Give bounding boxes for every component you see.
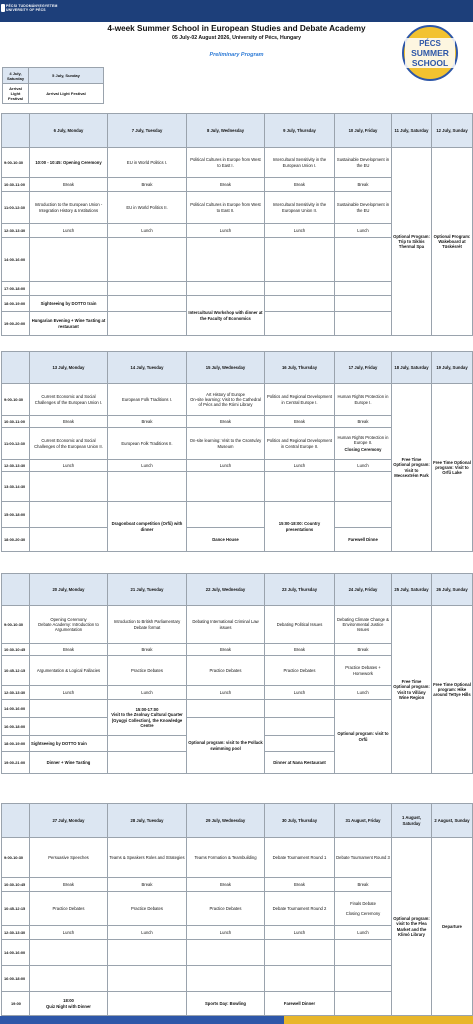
- schedule-cell: [30, 718, 108, 736]
- schedule-cell: Debate Tournament Round 1: [265, 838, 335, 878]
- time-slot: 12:30-13:30: [2, 224, 30, 238]
- schedule-cell: Lunch: [265, 926, 335, 940]
- schedule-cell-text: Human Rights Protection in Europe II.: [337, 434, 389, 445]
- schedule-cell: Argumentation & Logical Fallacies: [30, 656, 108, 686]
- schedule-cell: Practice Debates: [108, 656, 187, 686]
- time-slot: 11:00-12:30: [2, 428, 30, 460]
- pre-week-cell-sun: Arrival Light Festival: [29, 84, 104, 104]
- schedule-cell: Break: [30, 644, 108, 656]
- week-3-header-sat: 25 July, Saturday: [392, 574, 432, 606]
- week-1-header-sun: 12 July, Sunday: [432, 114, 473, 148]
- schedule-cell: Break: [187, 416, 265, 428]
- schedule-cell: [265, 966, 335, 992]
- week-1-header-sat: 11 July, Saturday: [392, 114, 432, 148]
- schedule-cell: Lunch: [187, 686, 265, 700]
- week-3-header-fri: 24 July, Friday: [335, 574, 392, 606]
- week-4-header-time: [2, 804, 30, 838]
- week-4-header-sun: 2 August, Sunday: [432, 804, 473, 838]
- schedule-cell: Break: [335, 644, 392, 656]
- weekend-program-sun: Departure: [432, 838, 473, 1016]
- schedule-cell: Practice Debates + Homework: [335, 656, 392, 686]
- schedule-cell: [265, 940, 335, 966]
- schedule-cell: [265, 718, 335, 736]
- time-slot: 16:00-18:00: [2, 718, 30, 736]
- schedule-cell: Opening Ceremony Debate Academy: Introduction to Argumentation: [30, 606, 108, 644]
- program-status: Preliminary Program: [209, 52, 264, 58]
- schedule-cell: Lunch: [108, 460, 187, 472]
- schedule-cell: [335, 282, 392, 296]
- time-slot: 17:00-18:00: [2, 282, 30, 296]
- schedule-cell: Lunch: [30, 926, 108, 940]
- time-slot: 10:30-11:00: [2, 416, 30, 428]
- schedule-cell: Lunch: [335, 926, 392, 940]
- schedule-cell: [187, 502, 265, 528]
- logo-text-3: SCHOOL: [411, 58, 449, 68]
- schedule-cell-intercultural-workshop: Intercultural Workshop with dinner at the Faculty of Economics: [187, 296, 265, 336]
- schedule-cell: Lunch: [108, 224, 187, 238]
- week-2-header-wed: 15 July, Wednesday: [187, 352, 265, 384]
- schedule-cell: Introduction to British Parliamentary Debate format: [108, 606, 187, 644]
- schedule-cell-nana-dinner: Dinner at Nana Restaurant: [265, 752, 335, 774]
- schedule-cell: Intercultural Sensitivity in the European Union I.: [265, 148, 335, 178]
- schedule-cell: [335, 238, 392, 282]
- week-3-header-wed: 22 July, Wednesday: [187, 574, 265, 606]
- schedule-cell: [108, 940, 187, 966]
- schedule-cell: Teams & Speakers Roles and Strategies: [108, 838, 187, 878]
- schedule-cell: [30, 966, 108, 992]
- time-slot: 18:00-19:00: [2, 736, 30, 752]
- schedule-cell: Introduction to the European Union - Integration History & Institutions: [30, 192, 108, 224]
- schedule-cell: Lunch: [265, 686, 335, 700]
- schedule-cell: Intercultural Sensitivity in the European Union II.: [265, 192, 335, 224]
- schedule-cell: Lunch: [335, 686, 392, 700]
- schedule-cell-dance-house: Dance House: [187, 528, 265, 552]
- time-slot: 9:00-10:30: [2, 606, 30, 644]
- time-slot: 10:30-11:00: [2, 178, 30, 192]
- time-slot: 18:00-20:30: [2, 528, 30, 552]
- week-1-table: [1, 113, 473, 336]
- schedule-cell: [265, 238, 335, 282]
- schedule-cell: Break: [108, 416, 187, 428]
- time-slot: 14:00-16:00: [2, 700, 30, 718]
- schedule-cell: Lunch: [187, 460, 265, 472]
- schedule-cell-zsolnay-visit: 15:00-17:00 Visit to the Zsolnay Cultural Quarter (Gyugyi Collection), the Knowledge Centre: [108, 700, 187, 736]
- schedule-cell-sports-day: Sports Day: Bowling: [187, 992, 265, 1016]
- schedule-cell: [335, 472, 392, 502]
- schedule-cell: Break: [187, 878, 265, 892]
- schedule-cell: Practice Debates: [265, 656, 335, 686]
- schedule-cell: Political Cultures in Europe from West to East II.: [187, 192, 265, 224]
- schedule-cell: [30, 282, 108, 296]
- time-slot: 18:00-19:00: [2, 296, 30, 312]
- schedule-cell: Dinner + Wine Tasting: [30, 752, 108, 774]
- schedule-cell: Break: [265, 644, 335, 656]
- weekend-program-sat: Optional Program: Trip to Siklós Thermal Spa: [392, 148, 432, 336]
- page-subtitle: 05 July-02 August 2026, University of Pécs, Hungary: [172, 35, 301, 41]
- schedule-cell: [335, 940, 392, 966]
- week-3-header-thu: 23 July, Thursday: [265, 574, 335, 606]
- logo-text-1: PÉCS: [419, 39, 441, 48]
- schedule-cell: [265, 282, 335, 296]
- schedule-cell: [187, 282, 265, 296]
- week-3-header-mon: 20 July, Monday: [30, 574, 108, 606]
- schedule-cell: Political Cultures in Europe from West to East I.: [187, 148, 265, 178]
- schedule-cell: [187, 700, 265, 718]
- university-header-bar: [0, 0, 473, 22]
- schedule-cell: [265, 312, 335, 336]
- schedule-cell: European Folk Traditions I.: [108, 384, 187, 416]
- week-4-header-thu: 30 July, Thursday: [265, 804, 335, 838]
- week-2-header-tue: 14 July, Tuesday: [108, 352, 187, 384]
- schedule-cell: [335, 502, 392, 528]
- weekend-program-sun: Free Time Optional program: Hike around Tettye Hills: [432, 606, 473, 774]
- schedule-cell: Lunch: [187, 926, 265, 940]
- schedule-cell-farewell-dinner: Farewell Dinne: [335, 528, 392, 552]
- schedule-cell: Sightseeing by DOTTO train: [30, 736, 108, 752]
- schedule-cell: [335, 992, 392, 1016]
- schedule-cell: [108, 312, 187, 336]
- schedule-cell: [30, 502, 108, 528]
- week-1-header-tue: 7 July, Tuesday: [108, 114, 187, 148]
- schedule-cell: [187, 238, 265, 282]
- schedule-cell: [108, 296, 187, 312]
- schedule-cell: [335, 892, 392, 926]
- time-slot: 9:00-10:30: [2, 148, 30, 178]
- schedule-cell: Hungarian Evening + Wine Tasting at restaurant: [30, 312, 108, 336]
- schedule-cell: [108, 736, 187, 752]
- schedule-cell: EU in World Politics I.: [108, 148, 187, 178]
- schedule-cell: Human Rights Protection in Europe I.: [335, 384, 392, 416]
- schedule-cell: [335, 428, 392, 460]
- schedule-cell: [187, 940, 265, 966]
- schedule-cell-dragonboat: Dragonboat competition (Orfű) with dinner: [108, 502, 187, 552]
- schedule-cell: Lunch: [30, 460, 108, 472]
- time-slot: 16:00-18:00: [2, 966, 30, 992]
- pre-week-header-sun: 5 July, Sunday: [29, 68, 104, 84]
- pre-week-cell-sat: Arrival Light Festival: [3, 84, 29, 104]
- schedule-cell: [30, 528, 108, 552]
- week-4-table: [1, 803, 473, 1016]
- schedule-cell: Break: [335, 416, 392, 428]
- schedule-cell: [335, 312, 392, 336]
- week-2-header-mon: 13 July, Monday: [30, 352, 108, 384]
- time-slot: 15:00-18:00: [2, 502, 30, 528]
- schedule-cell: [108, 966, 187, 992]
- schedule-cell: [30, 238, 108, 282]
- time-slot: 19:00-20:00: [2, 312, 30, 336]
- schedule-cell: 10:00 - 10:45: Opening Ceremony: [30, 148, 108, 178]
- schedule-cell: [108, 752, 187, 774]
- week-1-header-mon: 6 July, Monday: [30, 114, 108, 148]
- schedule-cell: [187, 472, 265, 502]
- time-slot: 12:30-13:30: [2, 460, 30, 472]
- week-3-header-time: [2, 574, 30, 606]
- week-3-table: [1, 573, 473, 774]
- week-4-header-sat: 1 August, Saturday: [392, 804, 432, 838]
- closing-ceremony: Closing Ceremony: [345, 911, 381, 916]
- footer-stripe: [0, 1016, 473, 1024]
- schedule-cell: Practice Debates: [187, 892, 265, 926]
- schedule-cell: Break: [187, 178, 265, 192]
- page-title: 4-week Summer School in European Studies and Debate Academy: [107, 24, 366, 33]
- schedule-cell: Break: [108, 644, 187, 656]
- time-slot: 14:00-16:00: [2, 940, 30, 966]
- schedule-cell: Lunch: [30, 686, 108, 700]
- schedule-cell: Lunch: [335, 460, 392, 472]
- university-name-line1: PÉCSI TUDOMÁNYEGYETEM: [6, 4, 58, 8]
- schedule-cell-farewell-dinner: Farewell Dinner: [265, 992, 335, 1016]
- schedule-cell: Break: [265, 178, 335, 192]
- university-name: [6, 4, 58, 13]
- schedule-cell-quiz-night: 18:00 Quiz Night with Dinner: [30, 992, 108, 1016]
- schedule-cell: Lunch: [30, 224, 108, 238]
- pre-week-table: [2, 67, 104, 104]
- schedule-cell: Current Economic and Social Challenges of the European Union I.: [30, 384, 108, 416]
- schedule-cell: [265, 472, 335, 502]
- weekend-program-sat: Free Time Optional program: Visit to Villány Wine Region: [392, 606, 432, 774]
- time-slot: 14:00-16:00: [2, 238, 30, 282]
- schedule-cell: Break: [108, 878, 187, 892]
- schedule-cell: [265, 700, 335, 718]
- schedule-cell: Politics and Regional Development in Central Europe II.: [265, 428, 335, 460]
- schedule-cell: EU in World Politics II.: [108, 192, 187, 224]
- schedule-cell: [335, 296, 392, 312]
- schedule-cell: [30, 700, 108, 718]
- time-slot: 19:00: [2, 992, 30, 1016]
- schedule-cell: On-site learning: Visit to the Csontváry Museum: [187, 428, 265, 460]
- week-3-header-sun: 26 July, Sunday: [432, 574, 473, 606]
- schedule-cell: Sightseeing by DOTTO train: [30, 296, 108, 312]
- schedule-cell: Break: [30, 416, 108, 428]
- week-2-header-sun: 19 July, Sunday: [432, 352, 473, 384]
- week-2-header-thu: 16 July, Thursday: [265, 352, 335, 384]
- week-4-header-tue: 28 July, Tuesday: [108, 804, 187, 838]
- time-slot: 10:30-10:45: [2, 878, 30, 892]
- schedule-cell: Debating Political Issues: [265, 606, 335, 644]
- time-slot: 12:30-13:30: [2, 926, 30, 940]
- schedule-cell: Practice Debates: [187, 656, 265, 686]
- week-2-table: [1, 351, 473, 552]
- weekend-program-sat: Optional program: visit to the Flea Market and the Klimó Library: [392, 838, 432, 1016]
- schedule-cell: Break: [265, 416, 335, 428]
- schedule-cell: Lunch: [187, 224, 265, 238]
- weekend-program-sun: Free Time Optional program: Visit to Orfű Lake: [432, 384, 473, 552]
- schedule-cell: Teams Formation & Teambuilding: [187, 838, 265, 878]
- schedule-cell: Debate Tournament Round 3: [335, 838, 392, 878]
- schedule-cell-pollack-pool: Optional program: visit to the Pollack swimming pool: [187, 718, 265, 774]
- time-slot: 10:45-12:15: [2, 656, 30, 686]
- time-slot: 9:00-10:30: [2, 384, 30, 416]
- time-slot: 9:00-10:30: [2, 838, 30, 878]
- schedule-cell: [335, 966, 392, 992]
- schedule-cell: Break: [335, 178, 392, 192]
- schedule-cell: Practice Debates: [108, 892, 187, 926]
- week-2-header-sat: 18 July, Saturday: [392, 352, 432, 384]
- weekend-program-sat: Free Time Optional program: Visit to Mecsextrém Park: [392, 384, 432, 552]
- schedule-cell-text: Finals Debate: [350, 900, 376, 906]
- week-4-header-mon: 27 July, Monday: [30, 804, 108, 838]
- time-slot: 12:30-13:30: [2, 686, 30, 700]
- schedule-cell: Sustainable Development in the EU: [335, 192, 392, 224]
- schedule-cell: Art History of Europe On-site learning: Visit to the Cathedral of Pécs and the Rómi Library: [187, 384, 265, 416]
- schedule-cell: [108, 282, 187, 296]
- week-4-header-wed: 29 July, Wednesday: [187, 804, 265, 838]
- schedule-cell: Break: [30, 178, 108, 192]
- schedule-cell: [187, 966, 265, 992]
- schedule-cell: Break: [108, 178, 187, 192]
- schedule-cell: European Folk Traditions II.: [108, 428, 187, 460]
- schedule-cell: Debating Climate Change & Environmental Justice Issues: [335, 606, 392, 644]
- time-slot: 11:00-12:30: [2, 192, 30, 224]
- time-slot: 19:00-21:00: [2, 752, 30, 774]
- schedule-cell: Current Economic and Social Challenges of the European Union II.: [30, 428, 108, 460]
- schedule-cell: Persuasive Speeches: [30, 838, 108, 878]
- schedule-cell: [108, 992, 187, 1016]
- schedule-cell: [108, 472, 187, 502]
- schedule-cell: Break: [30, 878, 108, 892]
- schedule-cell-country-presentations: 15:00-18:00: Country presentations: [265, 502, 335, 552]
- schedule-cell: Debating International Criminal Law issues: [187, 606, 265, 644]
- schedule-cell: Break: [335, 878, 392, 892]
- schedule-cell: [30, 472, 108, 502]
- week-1-header-time: [2, 114, 30, 148]
- time-slot: 10:45-12:15: [2, 892, 30, 926]
- pecs-summer-school-logo: [401, 24, 459, 82]
- university-crest-icon: [1, 4, 5, 12]
- schedule-cell: Debate Tournament Round 2: [265, 892, 335, 926]
- schedule-cell-orfu-visit: Optional program: visit to Orfű: [335, 700, 392, 774]
- week-4-header-fri: 31 August, Friday: [335, 804, 392, 838]
- schedule-cell: Sustainable Development in the EU: [335, 148, 392, 178]
- schedule-cell: [108, 238, 187, 282]
- week-1-header-fri: 10 July, Friday: [335, 114, 392, 148]
- weekend-program-sun: Optional Program: Wakeboard at Tüskésrét: [432, 148, 473, 336]
- pre-week-header-sat: 4 July, Saturday: [3, 68, 29, 84]
- schedule-cell: [30, 940, 108, 966]
- schedule-cell: [265, 296, 335, 312]
- schedule-cell: Lunch: [108, 926, 187, 940]
- week-2-header-time: [2, 352, 30, 384]
- logo-text-2: SUMMER: [411, 48, 449, 58]
- week-3-header-tue: 21 July, Tuesday: [108, 574, 187, 606]
- university-name-line2: UNIVERSITY OF PÉCS: [6, 8, 46, 13]
- schedule-cell: Lunch: [265, 460, 335, 472]
- week-2-header-fri: 17 July, Friday: [335, 352, 392, 384]
- schedule-cell: Practice Debates: [30, 892, 108, 926]
- schedule-cell: Lunch: [335, 224, 392, 238]
- schedule-cell: Lunch: [265, 224, 335, 238]
- week-1-header-wed: 8 July, Wednesday: [187, 114, 265, 148]
- closing-ceremony: Closing Ceremony: [344, 447, 382, 453]
- schedule-cell: Politics and Regional Development in Central Europe I.: [265, 384, 335, 416]
- time-slot: 10:30-10:45: [2, 644, 30, 656]
- schedule-cell: Break: [187, 644, 265, 656]
- schedule-cell: Break: [265, 878, 335, 892]
- schedule-cell: Lunch: [108, 686, 187, 700]
- time-slot: 13:30-14:30: [2, 472, 30, 502]
- week-1-header-thu: 9 July, Thursday: [265, 114, 335, 148]
- schedule-cell: [265, 736, 335, 752]
